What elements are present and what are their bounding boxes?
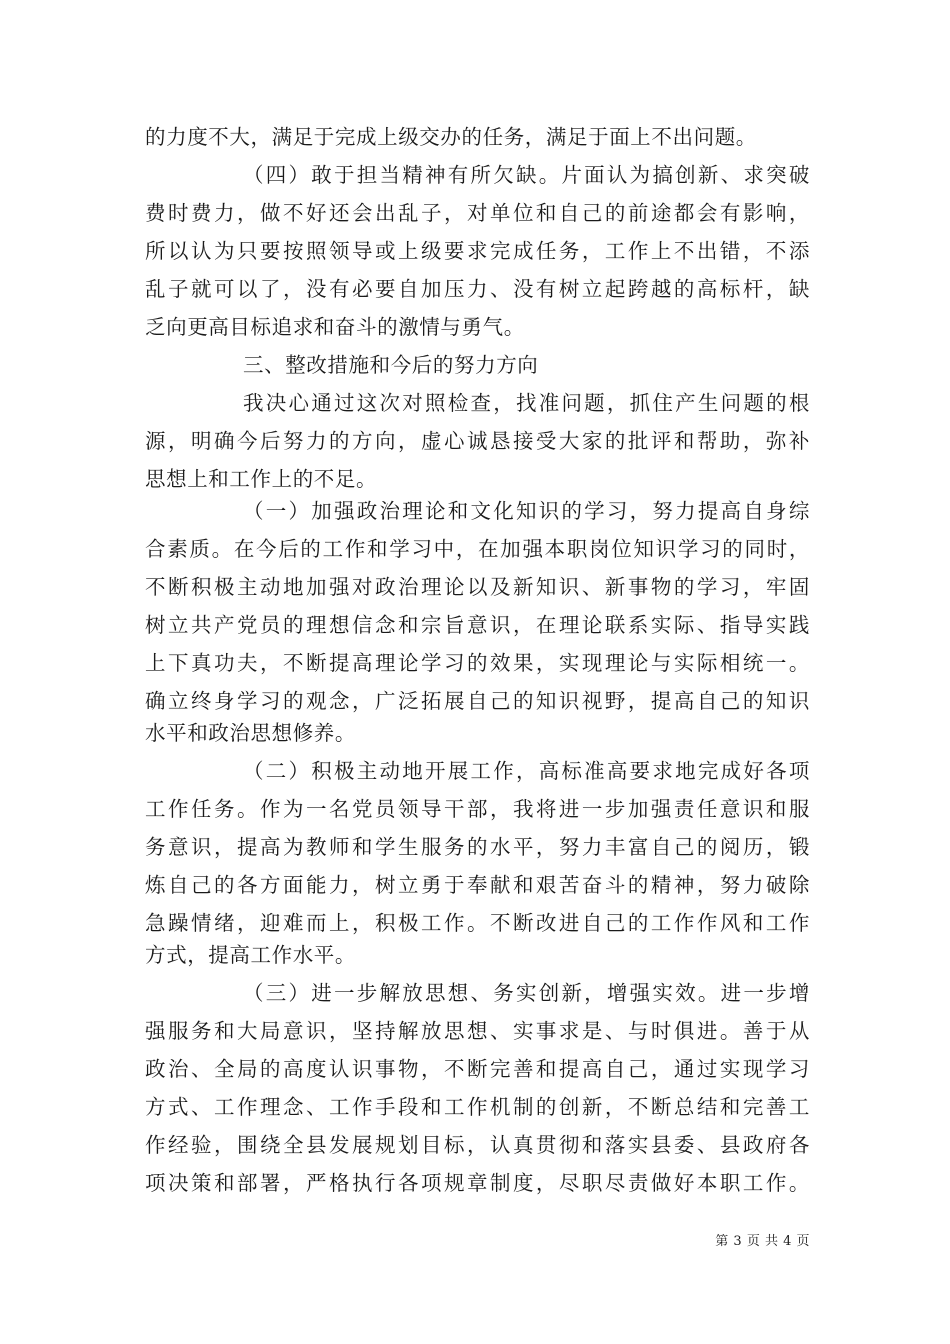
text-line: 乱子就可以了，没有必要自加压力、没有树立起跨越的高标杆，缺: [145, 277, 810, 301]
text-line: 炼自己的各方面能力，树立勇于奉献和艰苦奋斗的精神，努力破除: [145, 873, 810, 897]
text-line: 政治、全局的高度认识事物，不断完善和提高自己，通过实现学习: [145, 1057, 810, 1081]
text-line: 合素质。在今后的工作和学习中，在加强本职岗位知识学习的同时，: [145, 537, 810, 561]
section-heading: 三、整改措施和今后的努力方向: [243, 353, 539, 377]
text-line: 思想上和工作上的不足。: [145, 467, 378, 491]
text-line: 树立共产党员的理想信念和宗旨意识，在理论联系实际、指导实践: [145, 613, 810, 637]
text-line: 我决心通过这次对照检查，找准问题，抓住产生问题的根: [243, 391, 810, 415]
text-line: （三）进一步解放思想、务实创新，增强实效。进一步增: [243, 981, 810, 1005]
text-line: 不断积极主动地加强对政治理论以及新知识、新事物的学习，牢固: [145, 575, 810, 599]
text-line: 费时费力，做不好还会出乱子，对单位和自己的前途都会有影响，: [145, 201, 810, 225]
text-line: （一）加强政治理论和文化知识的学习，努力提高自身综: [243, 499, 810, 523]
page-number-footer: 第 3 页 共 4 页: [715, 1234, 810, 1249]
text-line: 上下真功夫，不断提高理论学习的效果，实现理论与实际相统一。: [145, 651, 810, 675]
text-line: （四）敢于担当精神有所欠缺。片面认为搞创新、求突破: [243, 163, 810, 187]
text-line: 源，明确今后努力的方向，虚心诚恳接受大家的批评和帮助，弥补: [145, 429, 810, 453]
text-line: 的力度不大，满足于完成上级交办的任务，满足于面上不出问题。: [145, 125, 757, 149]
text-line: 强服务和大局意识，坚持解放思想、实事求是、与时俱进。善于从: [145, 1019, 810, 1043]
text-line: 务意识，提高为教师和学生服务的水平，努力丰富自己的阅历，锻: [145, 835, 810, 859]
text-line: 工作任务。作为一名党员领导干部，我将进一步加强责任意识和服: [145, 797, 810, 821]
text-line: 水平和政治思想修养。: [145, 721, 356, 745]
text-line: 所以认为只要按照领导或上级要求完成任务，工作上不出错，不添: [145, 239, 810, 263]
text-line: 乏向更高目标追求和奋斗的激情与勇气。: [145, 315, 525, 339]
text-line: （二）积极主动地开展工作，高标准高要求地完成好各项: [243, 759, 810, 783]
text-line: 项决策和部署，严格执行各项规章制度，尽职尽责做好本职工作。: [145, 1171, 810, 1195]
text-line: 作经验，围绕全县发展规划目标，认真贯彻和落实县委、县政府各: [145, 1133, 810, 1157]
text-line: 确立终身学习的观念，广泛拓展自己的知识视野，提高自己的知识: [145, 689, 810, 713]
text-line: 方式，提高工作水平。: [145, 943, 356, 967]
text-line: 方式、工作理念、工作手段和工作机制的创新，不断总结和完善工: [145, 1095, 810, 1119]
text-line: 急躁情绪，迎难而上，积极工作。不断改进自己的工作作风和工作: [145, 911, 810, 935]
